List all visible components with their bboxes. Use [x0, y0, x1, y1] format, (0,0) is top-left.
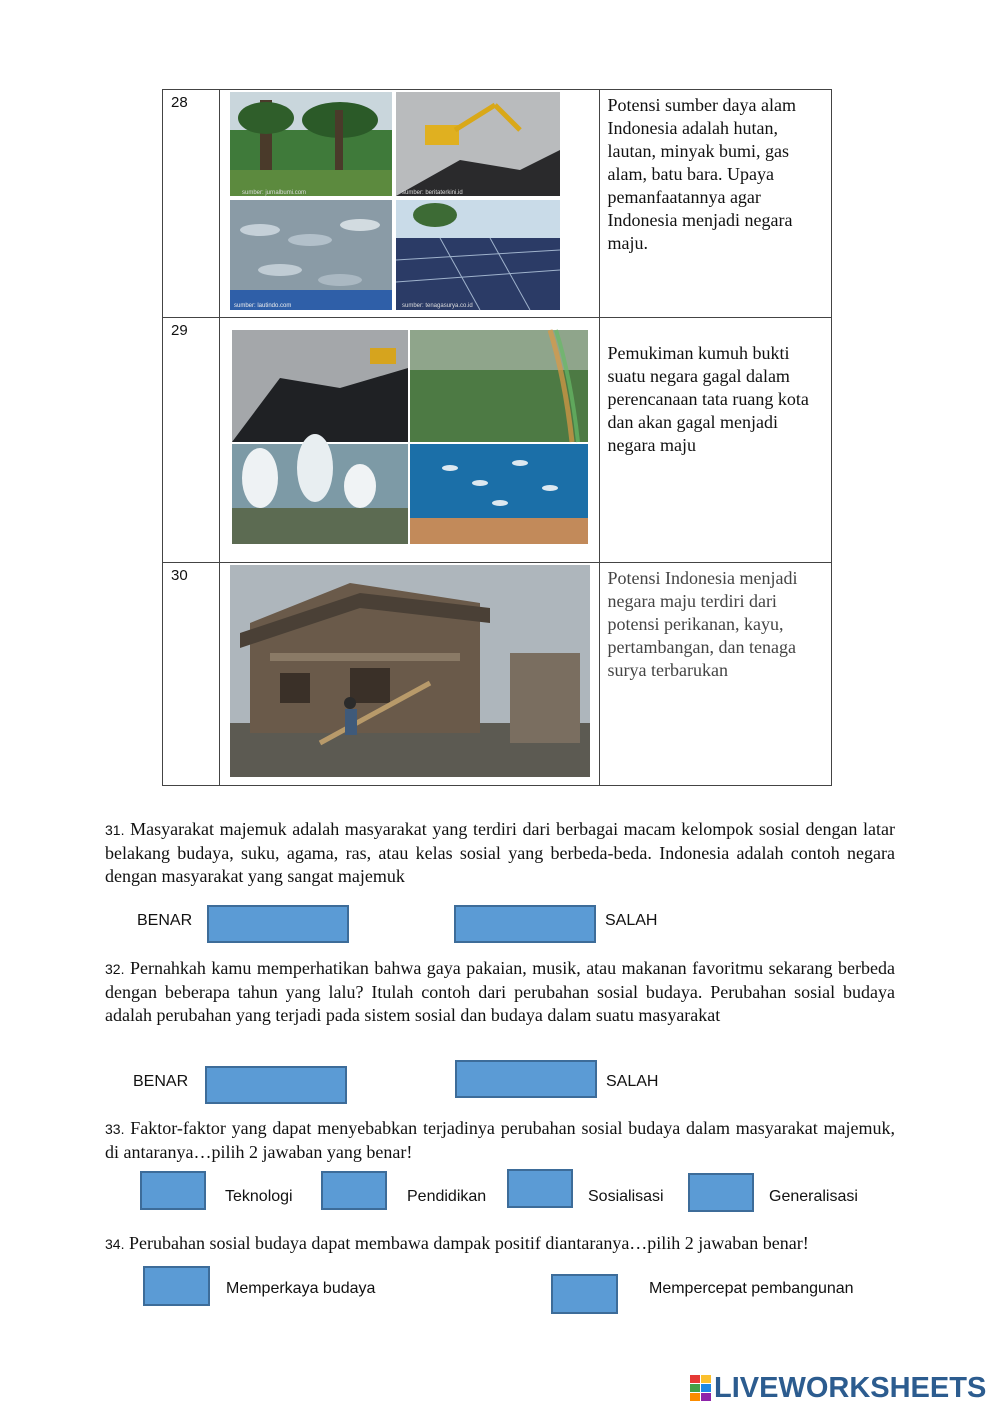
- option-label: Mempercepat pembangunan: [649, 1280, 854, 1297]
- q33-option-2-box[interactable]: [321, 1171, 387, 1210]
- option-label: Memperkaya budaya: [226, 1280, 376, 1297]
- resources-collage-image: [220, 90, 599, 312]
- photo-caption: sumber: jurnalbumi.com: [241, 190, 306, 196]
- q34-option-2-box[interactable]: [551, 1274, 618, 1314]
- question-31: [105, 818, 895, 888]
- option-label: Teknologi: [225, 1188, 293, 1205]
- option-label: Sosialisasi: [588, 1188, 664, 1205]
- true-label: BENAR: [133, 1073, 189, 1090]
- photo-caption: sumber: lautindo.com: [233, 303, 291, 309]
- statement-text: Pemukiman kumuh bukti suatu negara gagal dalam perencanaan tata ruang kota dan akan gagal menjadi negara maju: [607, 343, 809, 455]
- table-row: [163, 318, 832, 563]
- question-34: [105, 1232, 905, 1256]
- row-number: 28: [171, 94, 188, 111]
- liveworksheets-logo: [690, 1372, 986, 1405]
- statement-text: Potensi Indonesia menjadi negara maju terdiri dari potensi perikanan, kayu, pertambangan, dan tenaga surya terbarukan: [607, 568, 798, 680]
- option-label: Generalisasi: [769, 1188, 858, 1205]
- question-number: 33.: [105, 1121, 125, 1137]
- q32-true-answer-box[interactable]: [205, 1066, 347, 1104]
- statement-table: [162, 89, 832, 786]
- q31-false-answer-box[interactable]: [454, 905, 596, 943]
- row-number: 29: [171, 322, 188, 339]
- q33-option-3-box[interactable]: [507, 1169, 573, 1208]
- question-text: Pernahkah kamu memperhatikan bahwa gaya pakaian, musik, atau makanan favoritmu sekarang berbeda dengan beberapa tahun yang lalu? Itulah contoh dari perubahan sosial budaya. Perubahan sosial budaya adalah perubahan yang terjadi pada sistem sosial dan budaya dalam suatu masyarakat: [105, 958, 895, 1025]
- statement-text: Potensi sumber daya alam Indonesia adalah hutan, lautan, minyak bumi, gas alam, batu bara. Upaya pemanfaatannya agar Indonesia menjadi negara maju.: [607, 95, 796, 253]
- q33-option-4-box[interactable]: [688, 1173, 754, 1212]
- photo-caption: sumber: beritaterkini.id: [401, 190, 463, 196]
- table-row: [163, 90, 832, 318]
- false-label: SALAH: [606, 1073, 659, 1090]
- question-number: 34.: [105, 1236, 125, 1252]
- logo-blocks-icon: [690, 1375, 712, 1401]
- q31-true-answer-box[interactable]: [207, 905, 349, 943]
- table-row: [163, 563, 832, 786]
- option-label: Pendidikan: [407, 1188, 487, 1205]
- question-32: [105, 957, 895, 1027]
- resources-collage-image-2: [220, 318, 599, 557]
- question-text: Masyarakat majemuk adalah masyarakat yang terdiri dari berbagai macam kelompok sosial dengan latar belakang budaya, suku, agama, ras, atau kelas sosial yang berbeda-beda. Indonesia adalah contoh negara dengan masyarakat yang sangat majemuk: [105, 819, 896, 886]
- slum-settlement-image: [220, 563, 599, 780]
- question-number: 31.: [105, 822, 125, 838]
- true-label: BENAR: [137, 912, 193, 929]
- logo-text: LIVEWORKSHEETS: [714, 1372, 987, 1404]
- question-text: Faktor-faktor yang dapat menyebabkan terjadinya perubahan sosial budaya dalam masyarakat majemuk, di antaranya…pilih 2 jawaban yang benar!: [105, 1118, 895, 1162]
- false-label: SALAH: [605, 912, 658, 929]
- q34-option-1-box[interactable]: [143, 1266, 210, 1306]
- q33-option-1-box[interactable]: [140, 1171, 206, 1210]
- photo-caption: sumber: tenagasurya.co.id: [401, 303, 473, 309]
- question-number: 32.: [105, 961, 125, 977]
- q32-false-answer-box[interactable]: [455, 1060, 597, 1098]
- row-number: 30: [171, 567, 188, 584]
- question-33: [105, 1117, 895, 1164]
- question-text: Perubahan sosial budaya dapat membawa dampak positif diantaranya…pilih 2 jawaban benar!: [128, 1233, 809, 1253]
